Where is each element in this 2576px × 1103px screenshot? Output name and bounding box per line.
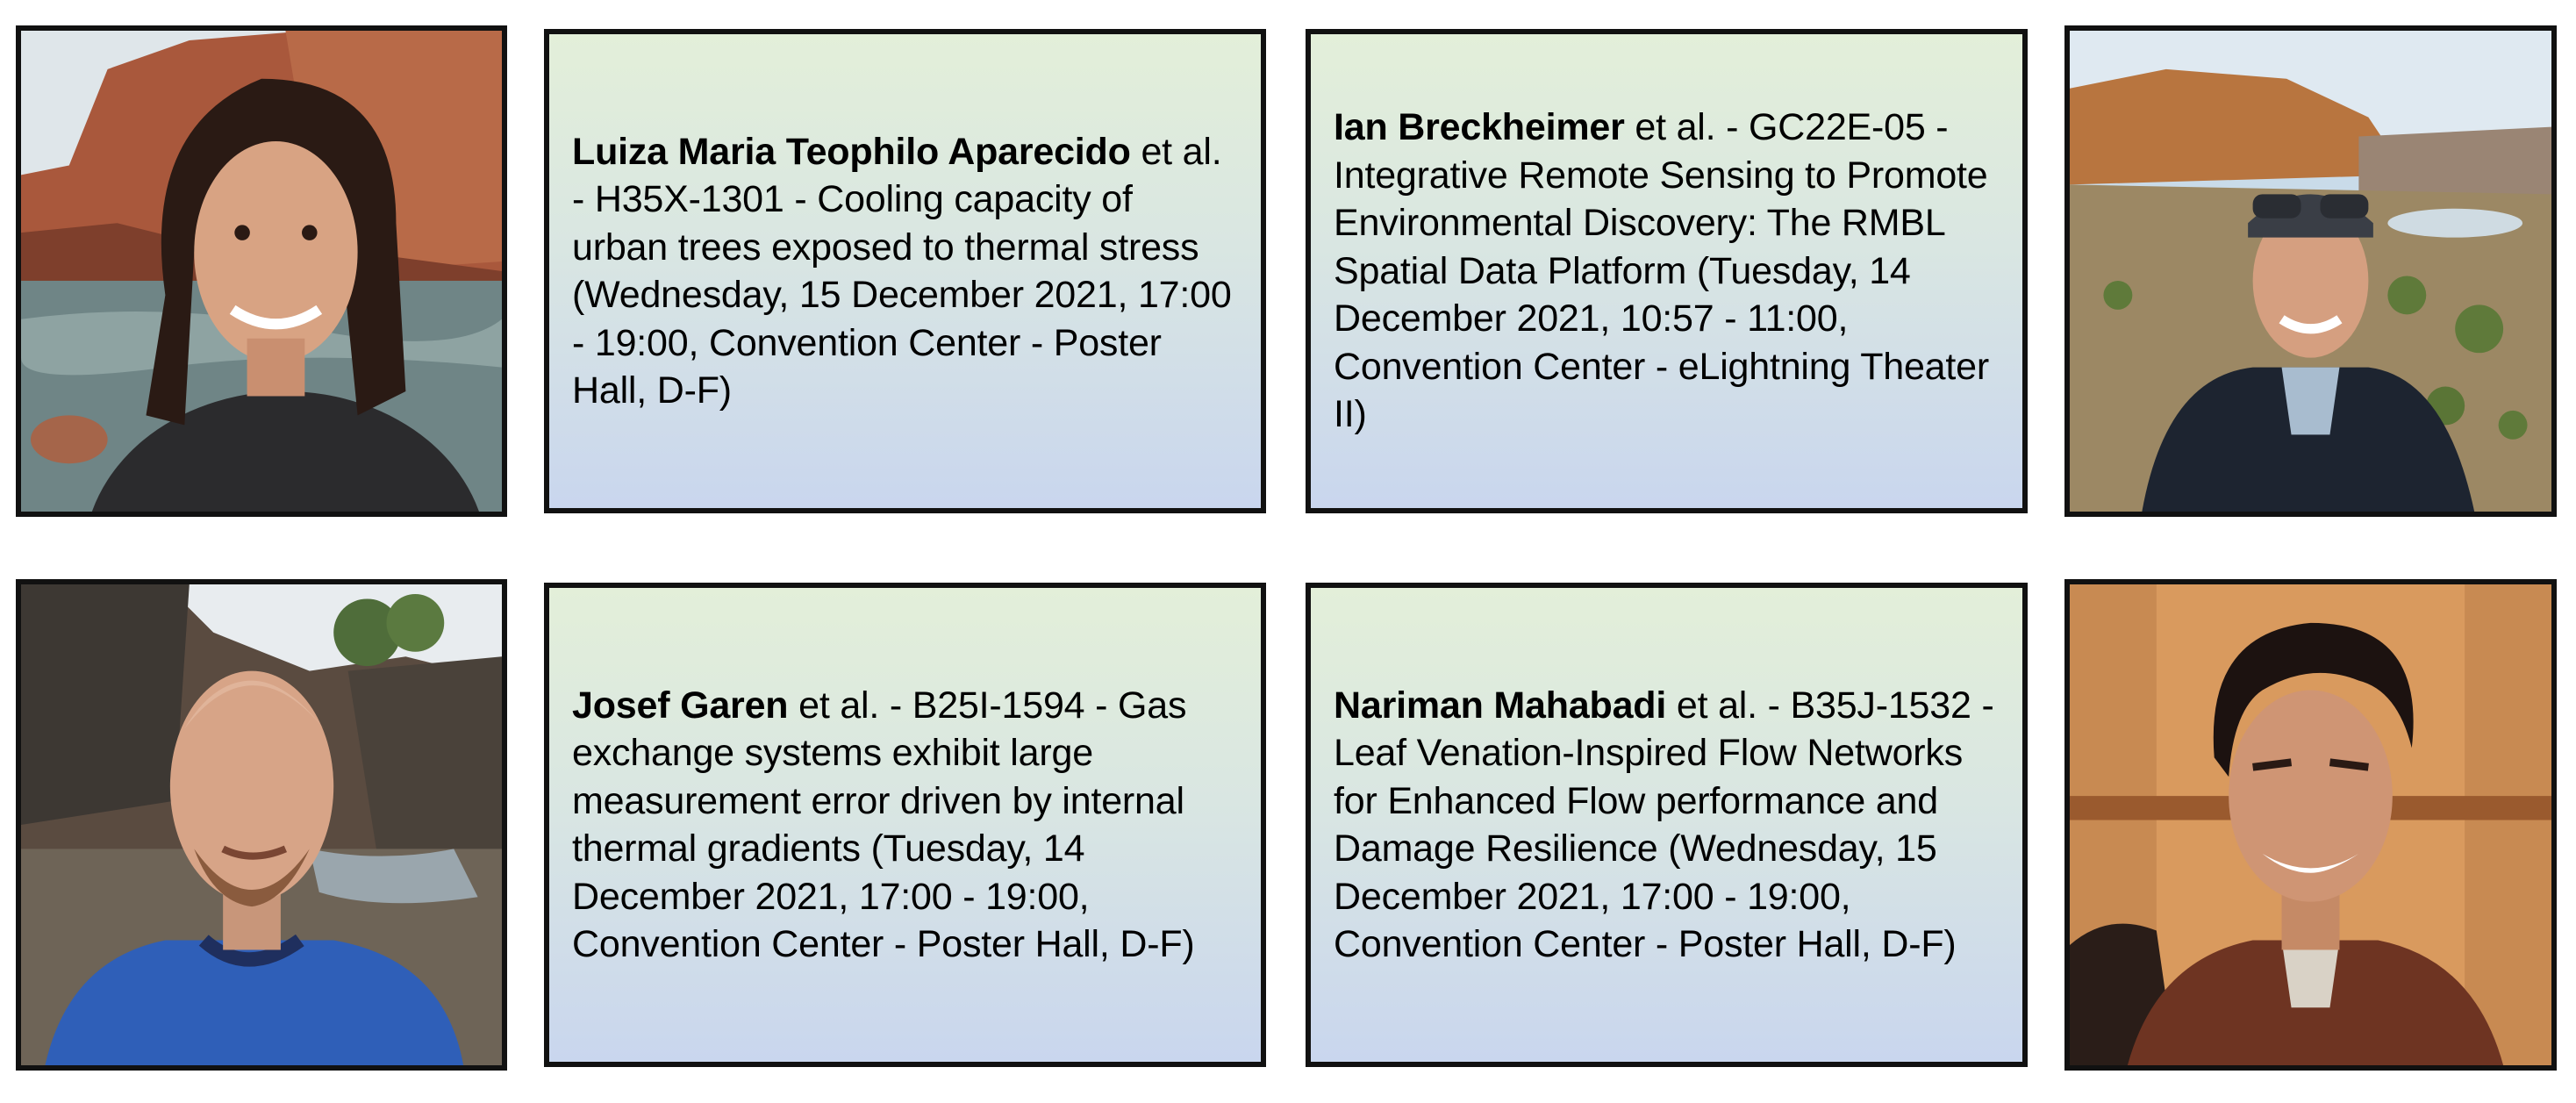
presenter-card-text: [572, 682, 1236, 969]
presenter-photo-mesa-valley-icon: [2070, 31, 2551, 512]
presenter-card-mahabadi: [1306, 583, 2028, 1067]
presenter-photo-aparecido: [16, 25, 507, 517]
presenter-card-text: [1334, 104, 1998, 439]
presenter-name: Nariman Mahabadi: [1334, 684, 1667, 727]
presentation-detail: et al. - B35J-1532 - Leaf Venation-Inspired Flow Networks for Enhanced Flow performance and Damage Resilience (Wednesday, 15 December 2021, 17:00 - 19:00, Convention Center - Poster Hall, D-F): [1334, 684, 1994, 965]
presenter-photo-wood-panel-icon: [2070, 584, 2551, 1065]
presenter-card-aparecido: [544, 29, 1266, 513]
presenter-photo-garen: [16, 579, 507, 1071]
presenter-photo-mahabadi: [2064, 579, 2557, 1071]
presenter-card-garen: [544, 583, 1266, 1067]
presentation-detail: et al. - H35X-1301 - Cooling capacity of urban trees exposed to thermal stress (Wednesday, 15 December 2021, 17:00 - 19:00, Convention Center - Poster Hall, D-F): [572, 130, 1232, 412]
presenter-photo-breckheimer: [2064, 25, 2557, 517]
presenter-photo-rocky-gorge-icon: [21, 584, 502, 1065]
presenter-card-breckheimer: [1306, 29, 2028, 513]
presentation-detail: et al. - B25I-1594 - Gas exchange systems exhibit large measurement error driven by internal thermal gradients (Tuesday, 14 December 2021, 17:00 - 19:00, Convention Center - Poster Hall, D-F): [572, 684, 1195, 965]
presenter-name: Ian Breckheimer: [1334, 106, 1625, 149]
presenter-photo-canyon-river-icon: [21, 31, 502, 512]
presenter-name: Luiza Maria Teophilo Aparecido: [572, 130, 1131, 173]
presentation-detail: et al. - GC22E-05 - Integrative Remote Sensing to Promote Environmental Discovery: The RMBL Spatial Data Platform (Tuesday, 14 December 2021, 10:57 - 11:00, Convention Center - eLightning Theater II): [1334, 106, 1989, 436]
presenter-card-text: [572, 128, 1236, 415]
presenter-name: Josef Garen: [572, 684, 789, 727]
presenter-card-text: [1334, 682, 1998, 969]
